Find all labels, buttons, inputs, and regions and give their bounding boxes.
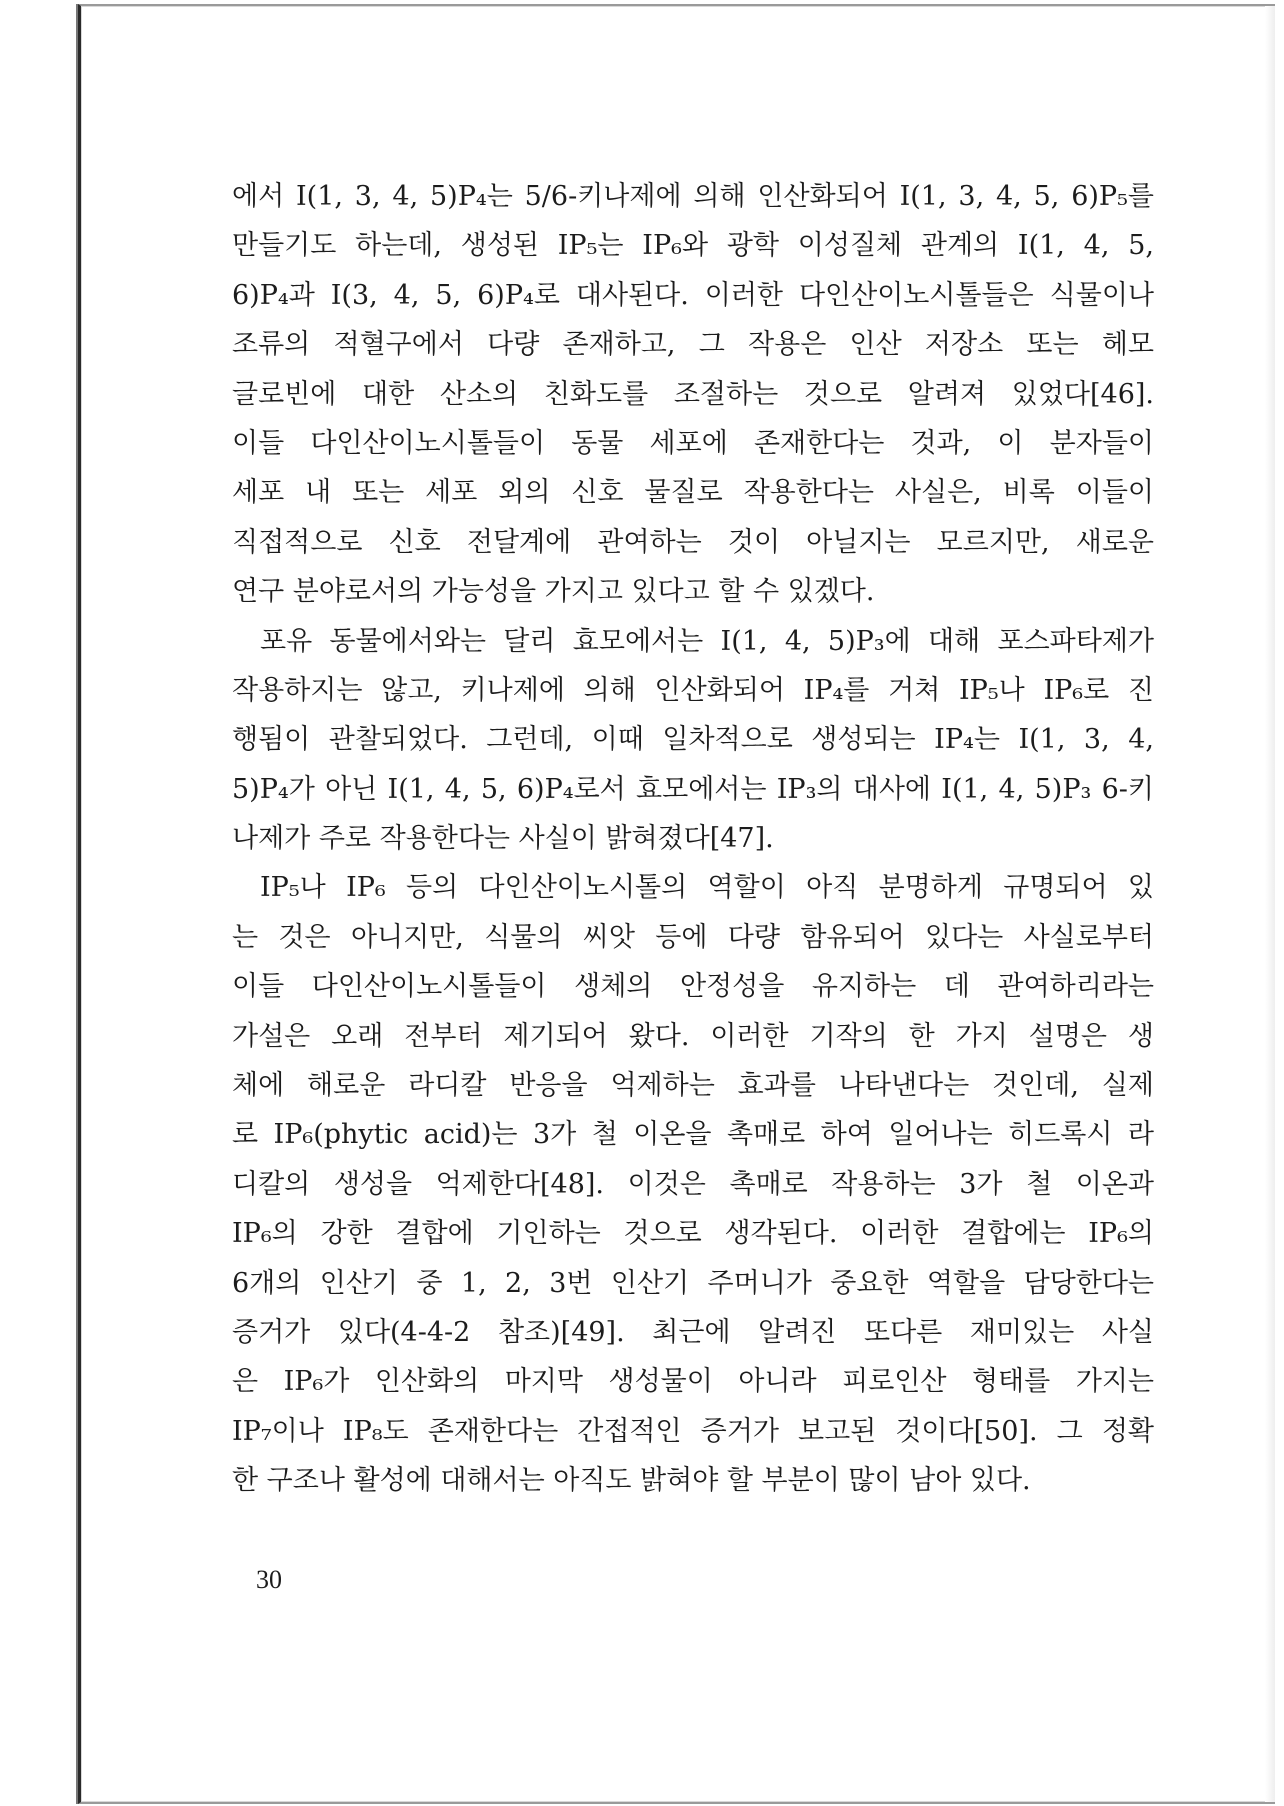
page-edge-shadow (1265, 6, 1275, 1802)
text-line: 한 구조나 활성에 대해서는 아직도 밝혀야 할 부분이 많이 남아 있다. (232, 1465, 1031, 1497)
text-line: 조류의 적혈구에서 다량 존재하고, 그 작용은 인산 저장소 또는 헤모 (232, 329, 1154, 361)
text-line: 직접적으로 신호 전달계에 관여하는 것이 아닐지는 모르지만, 새로운 (232, 526, 1154, 558)
text-line: 글로빈에 대한 산소의 친화도를 조절하는 것으로 알려져 있었다[46]. (232, 378, 1154, 410)
text-line: IP₆의 강한 결합에 기인하는 것으로 생각된다. 이러한 결합에는 IP₆의 (232, 1218, 1154, 1250)
text-line: 포유 동물에서와는 달리 효모에서는 I(1, 4, 5)P₃에 대해 포스파타제가 (260, 625, 1154, 657)
text-line: 세포 내 또는 세포 외의 신호 물질로 작용한다는 사실은, 비록 이들이 (232, 477, 1154, 509)
text-line: 는 것은 아니지만, 식물의 씨앗 등에 다량 함유되어 있다는 사실로부터 (232, 921, 1154, 953)
text-line: 은 IP₆가 인산화의 마지막 생성물이 아니라 피로인산 형태를 가지는 (232, 1366, 1154, 1398)
text-line: 작용하지는 않고, 키나제에 의해 인산화되어 IP₄를 거쳐 IP₅나 IP₆로 진 (232, 674, 1154, 706)
text-line: 5)P₄가 아닌 I(1, 4, 5, 6)P₄로서 효모에서는 IP₃의 대사에 I(1, 4, 5)P₃ 6-키 (232, 773, 1154, 805)
text-line: 이들 다인산이노시톨들이 동물 세포에 존재한다는 것과, 이 분자들이 (232, 427, 1154, 459)
body-text (232, 172, 1154, 1506)
text-line: 6개의 인산기 중 1, 2, 3번 인산기 주머니가 중요한 역할을 담당한다는 (232, 1267, 1154, 1299)
text-line: 만들기도 하는데, 생성된 IP₅는 IP₆와 광학 이성질체 관계의 I(1, 4, 5, (232, 230, 1154, 262)
text-line: 로 IP₆(phytic acid)는 3가 철 이온을 촉매로 하여 일어나는 히드록시 라 (232, 1119, 1154, 1151)
page-number: 30 (256, 1565, 282, 1594)
text-line: 연구 분야로서의 가능성을 가지고 있다고 할 수 있겠다. (232, 576, 875, 608)
text-line: 체에 해로운 라디칼 반응을 억제하는 효과를 나타낸다는 것인데, 실제 (232, 1070, 1154, 1102)
text-line: 증거가 있다(4-4-2 참조)[49]. 최근에 알려진 또다른 재미있는 사실 (232, 1316, 1154, 1348)
text-line: 에서 I(1, 3, 4, 5)P₄는 5/6-키나제에 의해 인산화되어 I(1, 3, 4, 5, 6)P₅를 (232, 181, 1154, 212)
text-line: 디칼의 생성을 억제한다[48]. 이것은 촉매로 작용하는 3가 철 이온과 (232, 1168, 1154, 1200)
text-line: IP₇이나 IP₈도 존재한다는 간접적인 증거가 보고된 것이다[50]. 그 정확 (232, 1415, 1154, 1447)
text-line: 6)P₄과 I(3, 4, 5, 6)P₄로 대사된다. 이러한 다인산이노시톨들은 식물이나 (232, 279, 1154, 311)
text-line: 이들 다인산이노시톨들이 생체의 안정성을 유지하는 데 관여하리라는 (232, 971, 1154, 1003)
text-line: 행됨이 관찰되었다. 그런데, 이때 일차적으로 생성되는 IP₄는 I(1, 3, 4, (232, 724, 1154, 756)
text-line: 나제가 주로 작용한다는 사실이 밝혀졌다[47]. (232, 823, 774, 855)
text-line: 가설은 오래 전부터 제기되어 왔다. 이러한 기작의 한 가지 설명은 생 (232, 1020, 1154, 1052)
text-line: IP₅나 IP₆ 등의 다인산이노시톨의 역할이 아직 분명하게 규명되어 있 (260, 872, 1154, 904)
